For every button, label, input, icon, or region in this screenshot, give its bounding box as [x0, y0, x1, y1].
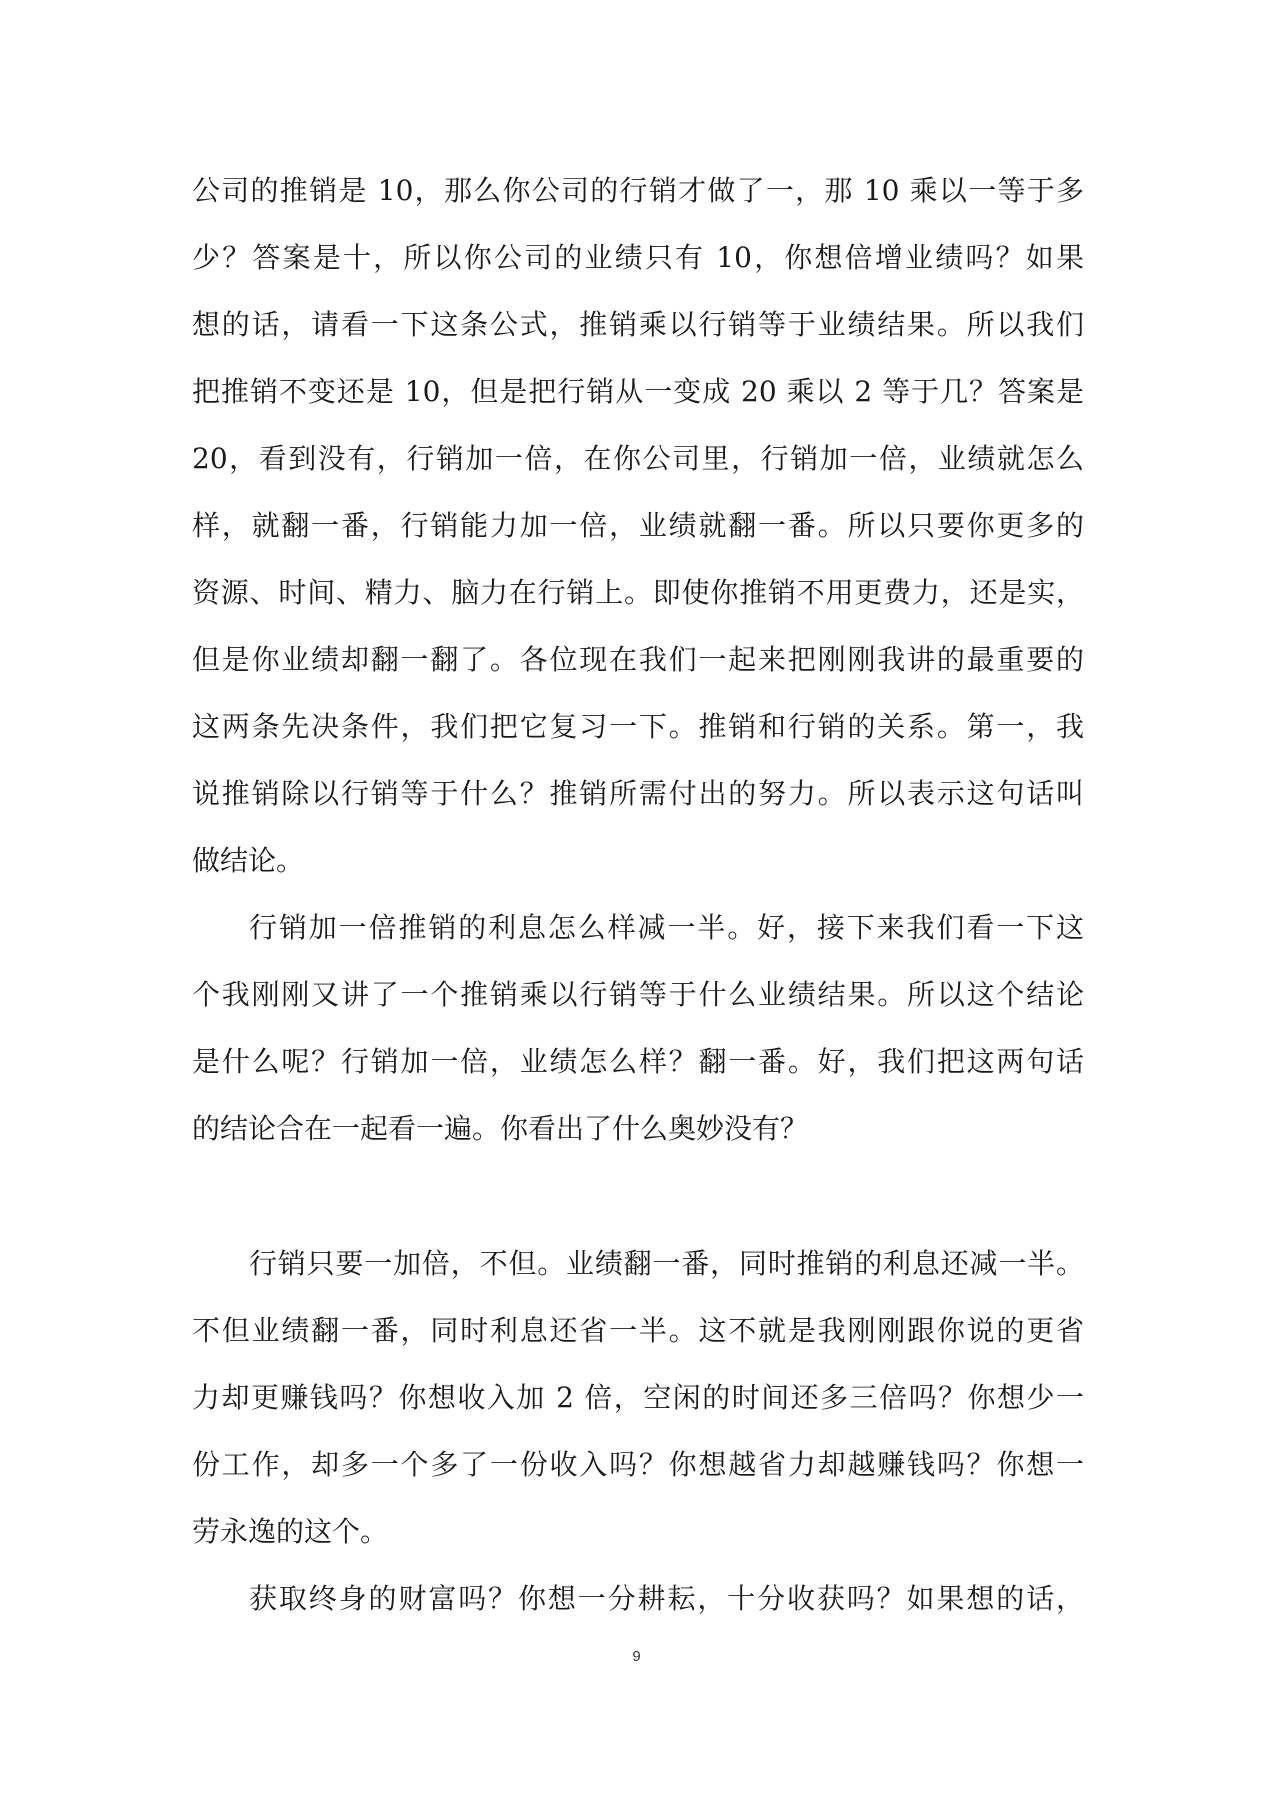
text-line: 份工作，却多一个多了一份收入吗？你想越省力却越赚钱吗？你想一: [192, 1448, 1084, 1481]
text-line: 把推销不变还是 10，但是把行销从一变成 20 乘以 2 等于几？答案是: [192, 375, 1084, 408]
text-line: 做结论。: [192, 844, 305, 877]
text-line: 公司的推销是 10，那么你公司的行销才做了一，那 10 乘以一等于多: [192, 174, 1084, 207]
page-number: 9: [632, 1648, 641, 1665]
text-line: 力却更赚钱吗？你想收入加 2 倍，空闲的时间还多三倍吗？你想少一: [192, 1381, 1084, 1414]
text-line: 行销只要一加倍，不但。业绩翻一番，同时推销的利息还减一半。: [249, 1247, 1084, 1280]
text-line: 的结论合在一起看一遍。你看出了什么奥妙没有？: [192, 1112, 809, 1145]
text-line: 是什么呢？行销加一倍，业绩怎么样？翻一番。好，我们把这两句话: [192, 1045, 1084, 1078]
text-line: 样，就翻一番，行销能力加一倍，业绩就翻一番。所以只要你更多的: [192, 509, 1084, 542]
text-line: 但是你业绩却翻一翻了。各位现在我们一起来把刚刚我讲的最重要的: [192, 643, 1084, 676]
text-line: 个我刚刚又讲了一个推销乘以行销等于什么业绩结果。所以这个结论: [192, 978, 1084, 1011]
text-line: 说推销除以行销等于什么？推销所需付出的努力。所以表示这句话叫: [192, 777, 1084, 810]
text-line: 行销加一倍推销的利息怎么样减一半。好，接下来我们看一下这: [249, 911, 1084, 944]
text-line: 这两条先决条件，我们把它复习一下。推销和行销的关系。第一，我: [192, 710, 1084, 743]
text-line: 不但业绩翻一番，同时利息还省一半。这不就是我刚刚跟你说的更省: [192, 1314, 1084, 1347]
text-line: 20，看到没有，行销加一倍，在你公司里，行销加一倍，业绩就怎么: [192, 442, 1084, 475]
text-line: 获取终身的财富吗？你想一分耕耘，十分收获吗？如果想的话，: [249, 1582, 1084, 1615]
text-line: 资源、时间、精力、脑力在行销上。即使你推销不用更费力，还是实，: [192, 576, 1084, 609]
text-line: 劳永逸的这个。: [192, 1515, 389, 1548]
text-line: 少？答案是十，所以你公司的业绩只有 10，你想倍增业绩吗？如果: [192, 241, 1084, 274]
text-line: 想的话，请看一下这条公式，推销乘以行销等于业绩结果。所以我们: [192, 308, 1084, 341]
